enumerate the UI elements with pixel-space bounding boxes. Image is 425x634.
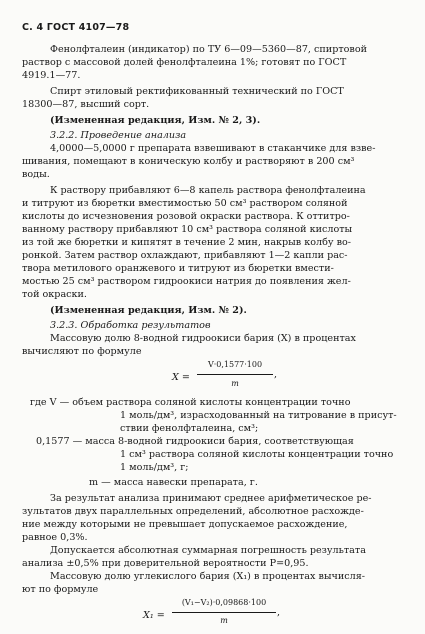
text-line: ние между которыми не превышает допускаемое расхождение, [22,519,348,530]
formula-lhs: X₁ = [143,610,165,621]
fraction-bar [197,374,273,375]
text-line: из той же бюретки и кипятят в течение 2 мин, накрыв колбу во- [22,237,352,248]
definition-line: ствии фенолфталеина, см³; [120,423,259,434]
text-line: Массовую долю 8-водной гидроокиси бария (X) в процентах [50,333,356,344]
formula-denominator: m [220,616,228,625]
formula-tail: , [274,369,278,380]
text-line: воды. [22,169,50,180]
definition-line: m — масса навески препарата, г. [89,477,258,488]
formula-tail: , [277,607,281,618]
section-heading: 3.2.3. Обработка результатов [50,320,211,331]
text-line: Спирт этиловый ректификованный технический по ГОСТ [50,86,344,97]
text-line: ванному раствору прибавляют 10 см³ раствора соляной кислоты [22,224,353,235]
text-line: кислоты до исчезновения розовой окраски раствора. К оттитро- [22,211,350,222]
text-line: равное 0,3%. [22,532,88,543]
definition-line: 1 моль/дм³, израсходованный на титрование в присут- [120,410,397,421]
definition-line: 0,1577 — масса 8-водной гидроокиси бария, соответствующая [36,436,354,447]
formula-denominator: m [231,379,239,388]
page-header: С. 4 ГОСТ 4107—78 [22,22,130,33]
text-line: К раствору прибавляют 6—8 капель раствора фенолфталеина [50,185,366,196]
formula-numerator: (V₁−V₂)·0,09868·100 [181,598,267,607]
definition-line: где V — объем раствора соляной кислоты концентрации точно [30,397,351,408]
text-line: шивания, помещают в коническую колбу и растворяют в 200 см³ [22,156,355,167]
text-line: За результат анализа принимают среднее арифметическое ре- [50,493,372,504]
revision-note: (Измененная редакция, Изм. № 2). [50,305,247,316]
formula-numerator: V·0,1577·100 [207,360,263,369]
definition-line: 1 моль/дм³, г; [120,462,189,473]
section-heading: 3.2.2. Проведение анализа [50,130,187,141]
text-line: Массовую долю углекислого бария (X₁) в процентах вычисля- [50,571,365,582]
text-line: 18300—87, высший сорт. [22,99,150,110]
text-line: раствор с массовой долей фенолфталеина 1%; готовят по ГОСТ [22,57,347,68]
text-line: ронкой. Затем раствор охлаждают, прибавляют 1—2 капли рас- [22,250,348,261]
text-line: 4919.1—77. [22,70,81,81]
fraction-bar [172,612,276,613]
text-line: зультатов двух параллельных определений, абсолютное расхожде- [22,506,364,517]
text-line: и титруют из бюретки вместимостью 50 см³ раствором соляной [22,198,348,209]
definition-line: 1 см³ раствора соляной кислоты концентрации точно [120,449,394,460]
text-line: вычисляют по формуле [22,346,142,357]
text-line: Фенолфталеин (индикатор) по ТУ 6—09—5360—87, спиртовой [50,44,367,55]
text-line: 4,0000—5,0000 г препарата взвешивают в стаканчике для взве- [50,143,376,154]
text-line: твора метилового оранжевого и титруют из бюретки вмести- [22,263,334,274]
text-line: Допускается абсолютная суммарная погрешность результата [50,545,366,556]
formula-lhs: X = [172,372,190,383]
revision-note: (Измененная редакция, Изм. № 2, 3). [50,115,261,126]
text-line: той окраски. [22,289,87,300]
text-line: мостью 25 см³ раствором гидроокиси натрия до появления жел- [22,276,351,287]
text-line: анализа ±0,5% при доверительной вероятности P=0,95. [22,558,309,569]
text-line: ют по формуле [22,584,99,595]
